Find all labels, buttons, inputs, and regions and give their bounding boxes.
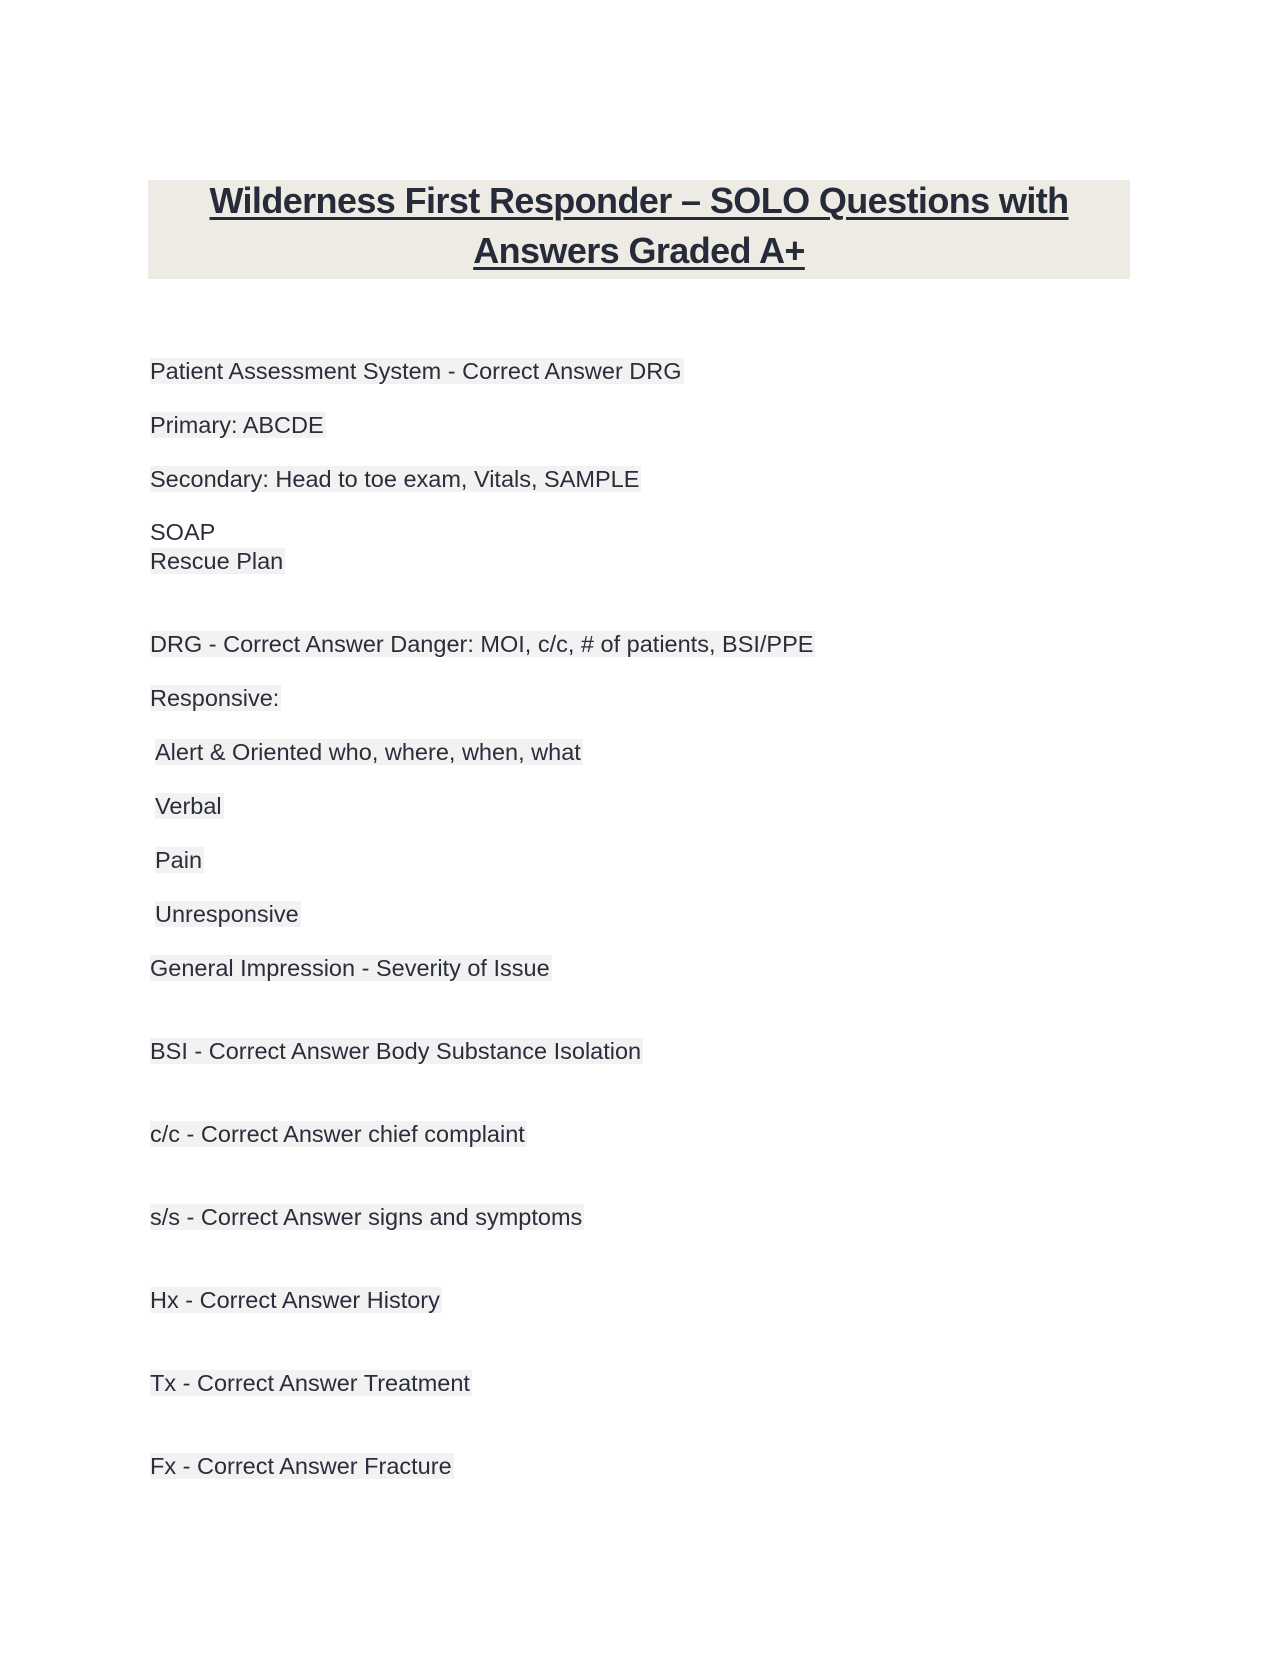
text-line: Verbal (155, 793, 222, 819)
text-line: Pain (155, 847, 203, 873)
text-line: Rescue Plan (150, 548, 284, 574)
text-line: Primary: ABCDE (150, 412, 324, 438)
text-line: Secondary: Head to toe exam, Vitals, SAMPLE (150, 466, 640, 492)
text-line: General Impression - Severity of Issue (150, 955, 550, 981)
text-line: c/c - Correct Answer chief complaint (150, 1121, 525, 1147)
document-title-line-2: Answers Graded A+ (473, 230, 805, 271)
text-line: Unresponsive (155, 901, 299, 927)
text-line: Responsive: (150, 685, 280, 711)
text-line: Patient Assessment System - Correct Answer DRG (150, 358, 682, 384)
text-line: SOAP (150, 519, 216, 545)
document-title-line-1: Wilderness First Responder – SOLO Questions with (209, 180, 1069, 221)
text-line: BSI - Correct Answer Body Substance Isolation (150, 1038, 642, 1064)
text-line: Tx - Correct Answer Treatment (150, 1370, 470, 1396)
text-line: Alert & Oriented who, where, when, what (155, 739, 581, 765)
text-line: Fx - Correct Answer Fracture (150, 1453, 452, 1479)
text-line: DRG - Correct Answer Danger: MOI, c/c, # of patients, BSI/PPE (150, 631, 814, 657)
text-line: Hx - Correct Answer History (150, 1287, 440, 1313)
text-line: s/s - Correct Answer signs and symptoms (150, 1204, 583, 1230)
